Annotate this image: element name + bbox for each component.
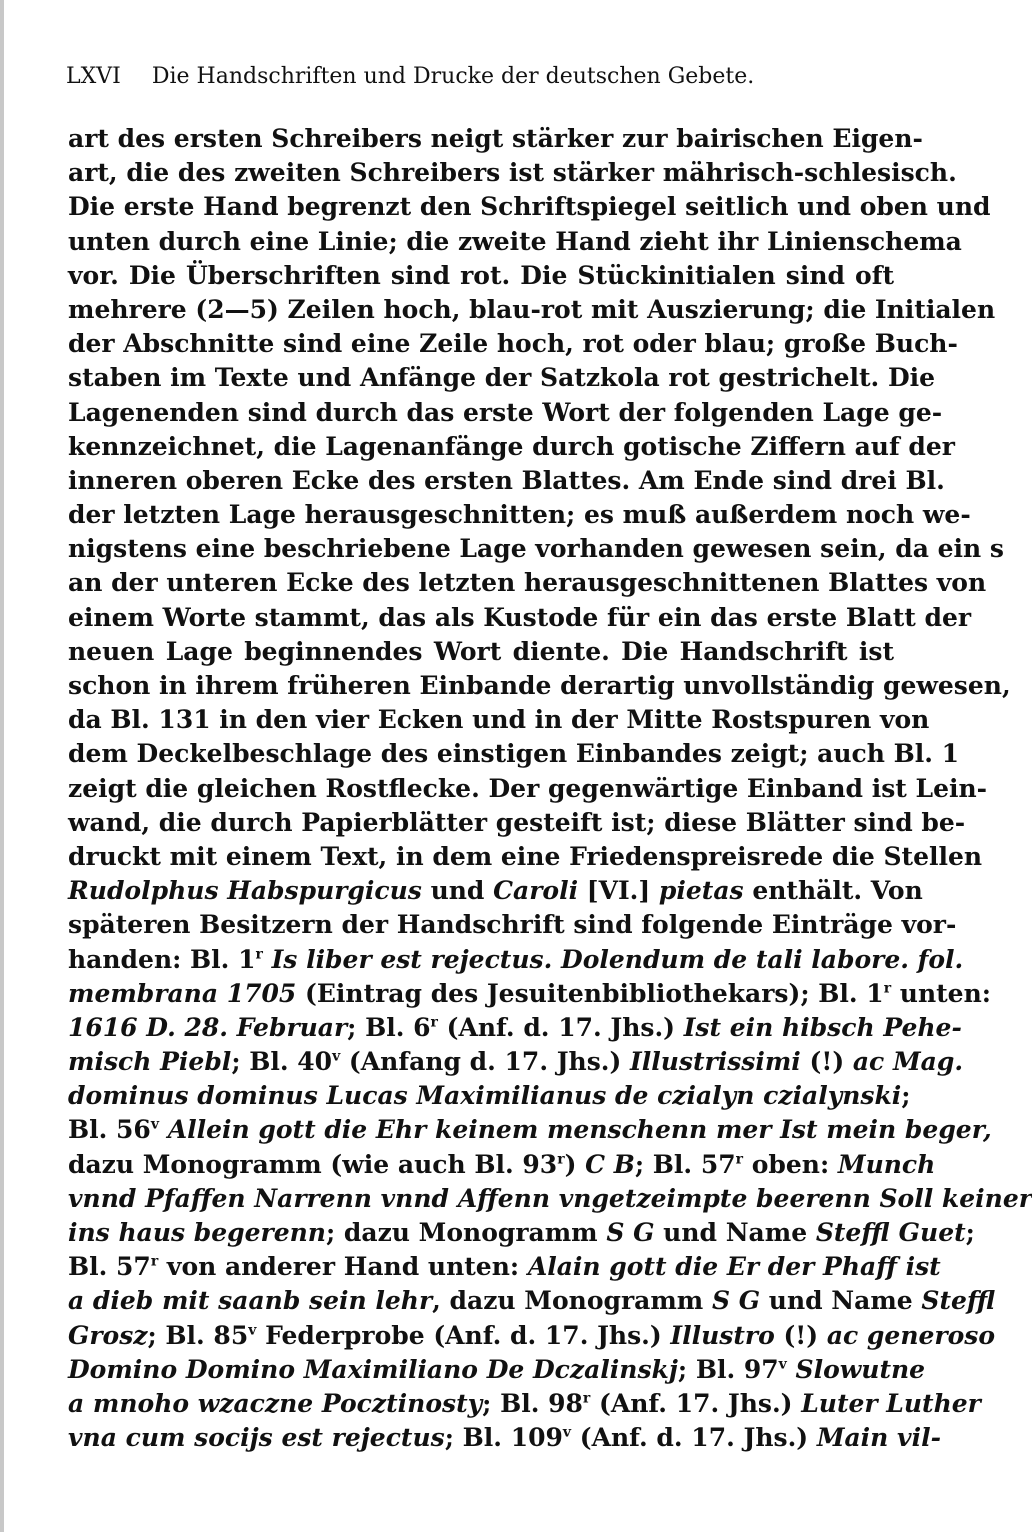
text-run: Bl. 56 bbox=[68, 1115, 151, 1145]
text-run: ; Bl. 40 bbox=[231, 1047, 333, 1077]
italic-quote: Luter Luther bbox=[801, 1388, 981, 1418]
text-run: ; Bl. 109 bbox=[444, 1423, 563, 1453]
text-line bbox=[68, 464, 945, 498]
text-run: inneren oberen Ecke des ersten Blattes. Am Ende sind drei Bl. bbox=[68, 465, 945, 495]
text-line bbox=[68, 327, 958, 361]
text-run: kennzeichnet, die Lagenanfänge durch gotische Ziffern auf der bbox=[68, 431, 955, 461]
text-run: der Abschnitte sind eine Zeile hoch, rot oder blau; große Buch- bbox=[68, 329, 958, 359]
italic-quote: ins haus begerenn bbox=[68, 1218, 326, 1247]
text-run: und Name bbox=[760, 1286, 922, 1316]
italic-quote: Domino Domino Maximiliano De Dczalinskj bbox=[68, 1354, 678, 1384]
text-run: (Anf. d. 17. Jhs.) bbox=[571, 1423, 817, 1453]
folio-side-marker: r bbox=[557, 1151, 565, 1168]
italic-quote: S G bbox=[606, 1218, 655, 1247]
text-run: Die erste Hand begrenzt den Schriftspiegel seitlich und oben und bbox=[68, 192, 991, 222]
text-line bbox=[68, 1216, 975, 1250]
text-line bbox=[68, 361, 936, 395]
text-line bbox=[68, 1045, 964, 1079]
text-run: Federprobe (Anf. d. 17. Jhs.) bbox=[256, 1320, 671, 1350]
text-run: dazu Monogramm (wie auch Bl. 93 bbox=[68, 1149, 558, 1179]
text-run: druckt mit einem Text, in dem eine Friedenspreisrede die Stellen bbox=[68, 841, 983, 871]
text-line bbox=[68, 635, 894, 669]
text-run: unten: bbox=[891, 978, 991, 1008]
italic-quote: Steffl bbox=[921, 1286, 996, 1316]
text-run: neuen Lage beginnendes Wort diente. Die Handschrift ist bbox=[68, 636, 894, 666]
italic-quote: Main vil- bbox=[816, 1423, 941, 1453]
text-run: mehrere (2—5) Zeilen hoch, blau-rot mit Auszierung; die Initialen bbox=[68, 294, 996, 324]
italic-quote: Allein gott die Ehr keinem menschenn mer Ist mein beger, bbox=[167, 1115, 992, 1145]
italic-quote: Illustro bbox=[670, 1320, 775, 1350]
text-run: [VI.] bbox=[578, 876, 659, 906]
text-run: handen: Bl. 1 bbox=[68, 944, 256, 974]
text-run: ; dazu Monogramm bbox=[325, 1218, 607, 1247]
text-line bbox=[68, 1421, 941, 1455]
text-line bbox=[68, 1387, 981, 1421]
text-line bbox=[68, 293, 996, 327]
text-run: , dazu Monogramm bbox=[432, 1286, 712, 1316]
text-run: (Anf. d. 17. Jhs.) bbox=[437, 1012, 684, 1042]
text-run: da Bl. 131 in den vier Ecken und in der Mitte Rostspuren von bbox=[68, 705, 930, 735]
text-run: (!) bbox=[774, 1320, 827, 1350]
text-run: zeigt die gleichen Rostflecke. Der gegenwärtige Einband ist Lein- bbox=[68, 773, 988, 803]
text-line bbox=[68, 1182, 1032, 1216]
italic-quote: ac Mag. bbox=[852, 1047, 964, 1077]
text-line bbox=[68, 669, 1011, 703]
italic-quote: dominus dominus Lucas Maximilianus de czialyn czialynski bbox=[68, 1081, 902, 1111]
body-text bbox=[68, 122, 1032, 1455]
folio-side-marker: v bbox=[150, 1117, 159, 1134]
italic-quote: a dieb mit saanb sein lehr bbox=[68, 1286, 433, 1316]
folio-side-marker: r bbox=[150, 1253, 159, 1270]
text-run: der letzten Lage herausgeschnitten; es muß außerdem noch we- bbox=[68, 500, 971, 530]
text-line bbox=[68, 259, 894, 293]
italic-quote: Ist ein hibsch Pehe- bbox=[683, 1012, 962, 1042]
text-line bbox=[68, 156, 957, 190]
italic-quote: Illustrissimi bbox=[630, 1047, 801, 1077]
italic-quote: Munch bbox=[837, 1149, 936, 1179]
folio-side-marker: r bbox=[582, 1390, 591, 1407]
text-line bbox=[68, 190, 991, 224]
text-line bbox=[68, 840, 983, 874]
text-run: vor. Die Überschriften sind rot. Die Stückinitialen sind oft bbox=[68, 260, 894, 290]
italic-quote: a mnoho wzaczne Pocztinosty bbox=[68, 1388, 483, 1418]
text-run: unten durch eine Linie; die zweite Hand zieht ihr Linienschema bbox=[68, 226, 962, 256]
text-line bbox=[68, 1113, 992, 1147]
text-run: einem Worte stammt, das als Kustode für ein das erste Blatt der bbox=[68, 602, 972, 632]
text-run: ; Bl. 6 bbox=[347, 1012, 431, 1042]
text-line bbox=[68, 943, 964, 977]
text-run: späteren Besitzern der Handschrift sind folgende Einträge vor- bbox=[68, 910, 957, 940]
italic-quote: misch Piebl bbox=[68, 1047, 232, 1077]
text-line bbox=[68, 396, 943, 430]
folio-side-marker: r bbox=[735, 1151, 744, 1168]
text-line bbox=[68, 498, 971, 532]
italic-quote: vnnd Pfaffen Narrenn vnnd Affenn vngetzeimpte beerenn Soll keiner bbox=[68, 1183, 1032, 1213]
text-run: von anderer Hand unten: bbox=[158, 1252, 528, 1282]
text-line bbox=[68, 1079, 911, 1113]
italic-quote: Is liber est rejectus. Dolendum de tali labore. fol. bbox=[271, 944, 964, 974]
text-run: ; Bl. 85 bbox=[147, 1320, 249, 1350]
text-line bbox=[68, 430, 955, 464]
text-line bbox=[68, 1353, 926, 1387]
italic-quote: vna cum socijs est rejectus bbox=[68, 1423, 445, 1453]
text-run: wand, die durch Papierblätter gesteift ist; diese Blätter sind be- bbox=[68, 807, 966, 837]
page-edge bbox=[0, 0, 4, 1532]
folio-side-marker: r bbox=[883, 980, 892, 997]
text-run: (Anf. 17. Jhs.) bbox=[590, 1388, 802, 1418]
italic-quote: pietas bbox=[658, 876, 744, 906]
text-line bbox=[68, 703, 930, 737]
italic-quote: Slowutne bbox=[795, 1354, 926, 1384]
text-run: und Name bbox=[654, 1218, 816, 1247]
folio-side-marker: r bbox=[255, 946, 263, 963]
text-line bbox=[68, 1319, 996, 1353]
folio-side-marker: v bbox=[248, 1322, 257, 1339]
text-line bbox=[68, 532, 1004, 566]
text-line bbox=[68, 601, 972, 635]
text-run: dem Deckelbeschlage des einstigen Einbandes zeigt; auch Bl. 1 bbox=[68, 739, 960, 769]
text-run: Lagenenden sind durch das erste Wort der folgenden Lage ge- bbox=[68, 397, 943, 427]
text-line bbox=[68, 225, 962, 259]
italic-quote: Rudolphus Habspurgicus bbox=[68, 876, 422, 906]
text-line bbox=[68, 737, 960, 771]
text-line bbox=[68, 772, 988, 806]
folio-side-marker: v bbox=[778, 1356, 787, 1373]
folio-side-marker: r bbox=[430, 1014, 438, 1031]
text-run bbox=[159, 1115, 168, 1144]
text-run: ; Bl. 57 bbox=[634, 1149, 736, 1179]
text-run: (Eintrag des Jesuitenbibliothekars); Bl. 1 bbox=[296, 978, 884, 1008]
text-run: und bbox=[421, 876, 494, 906]
folio-side-marker: v bbox=[562, 1424, 572, 1441]
text-run: art des ersten Schreibers neigt stärker zur bairischen Eigen- bbox=[68, 124, 923, 153]
text-run: Bl. 57 bbox=[68, 1252, 151, 1282]
text-run: schon in ihrem früheren Einbande derartig unvollständig gewesen, bbox=[68, 671, 1011, 700]
text-run bbox=[787, 1355, 796, 1384]
text-line bbox=[68, 1284, 996, 1318]
text-line bbox=[68, 977, 991, 1011]
text-run: ; Bl. 98 bbox=[482, 1388, 583, 1418]
italic-quote: Alain gott die Er der Phaff ist bbox=[527, 1252, 941, 1282]
italic-quote: Grosz bbox=[68, 1320, 148, 1350]
text-line bbox=[68, 908, 957, 942]
text-run: ; bbox=[901, 1081, 911, 1111]
italic-quote: 1616 D. 28. Februar bbox=[68, 1012, 348, 1042]
text-line bbox=[68, 1250, 941, 1284]
text-line bbox=[68, 122, 923, 156]
running-header bbox=[66, 64, 896, 100]
text-line bbox=[68, 1011, 962, 1045]
italic-quote: S G bbox=[711, 1286, 761, 1316]
italic-quote: C B bbox=[585, 1149, 635, 1179]
text-line bbox=[68, 1148, 936, 1182]
text-run: (Anfang d. 17. Jhs.) bbox=[340, 1047, 631, 1077]
italic-quote: membrana 1705 bbox=[68, 978, 297, 1008]
page-number: LXVI bbox=[66, 64, 121, 89]
text-run: nigstens eine beschriebene Lage vorhanden gewesen sein, da ein s bbox=[68, 534, 1004, 564]
text-run: ; bbox=[965, 1218, 975, 1247]
text-run: oben: bbox=[743, 1149, 838, 1179]
text-run: an der unteren Ecke des letzten herausgeschnittenen Blattes von bbox=[68, 568, 987, 598]
running-title: Die Handschriften und Drucke der deutschen Gebete. bbox=[151, 64, 755, 89]
italic-quote: Caroli bbox=[493, 876, 579, 906]
folio-side-marker: v bbox=[332, 1048, 341, 1065]
text-line bbox=[68, 874, 923, 908]
text-run: ) bbox=[564, 1149, 586, 1179]
text-run: ; Bl. 97 bbox=[677, 1354, 779, 1384]
text-run: art, die des zweiten Schreibers ist stärker mährisch-schlesisch. bbox=[68, 158, 957, 188]
italic-quote: ac generoso bbox=[826, 1320, 996, 1350]
text-line bbox=[68, 806, 966, 840]
text-line bbox=[68, 566, 987, 600]
italic-quote: Steffl Guet bbox=[815, 1218, 966, 1247]
text-run: staben im Texte und Anfänge der Satzkola rot gestrichelt. Die bbox=[68, 363, 936, 393]
text-run bbox=[263, 945, 272, 974]
text-run: (!) bbox=[800, 1047, 853, 1077]
text-run: enthält. Von bbox=[743, 876, 923, 906]
